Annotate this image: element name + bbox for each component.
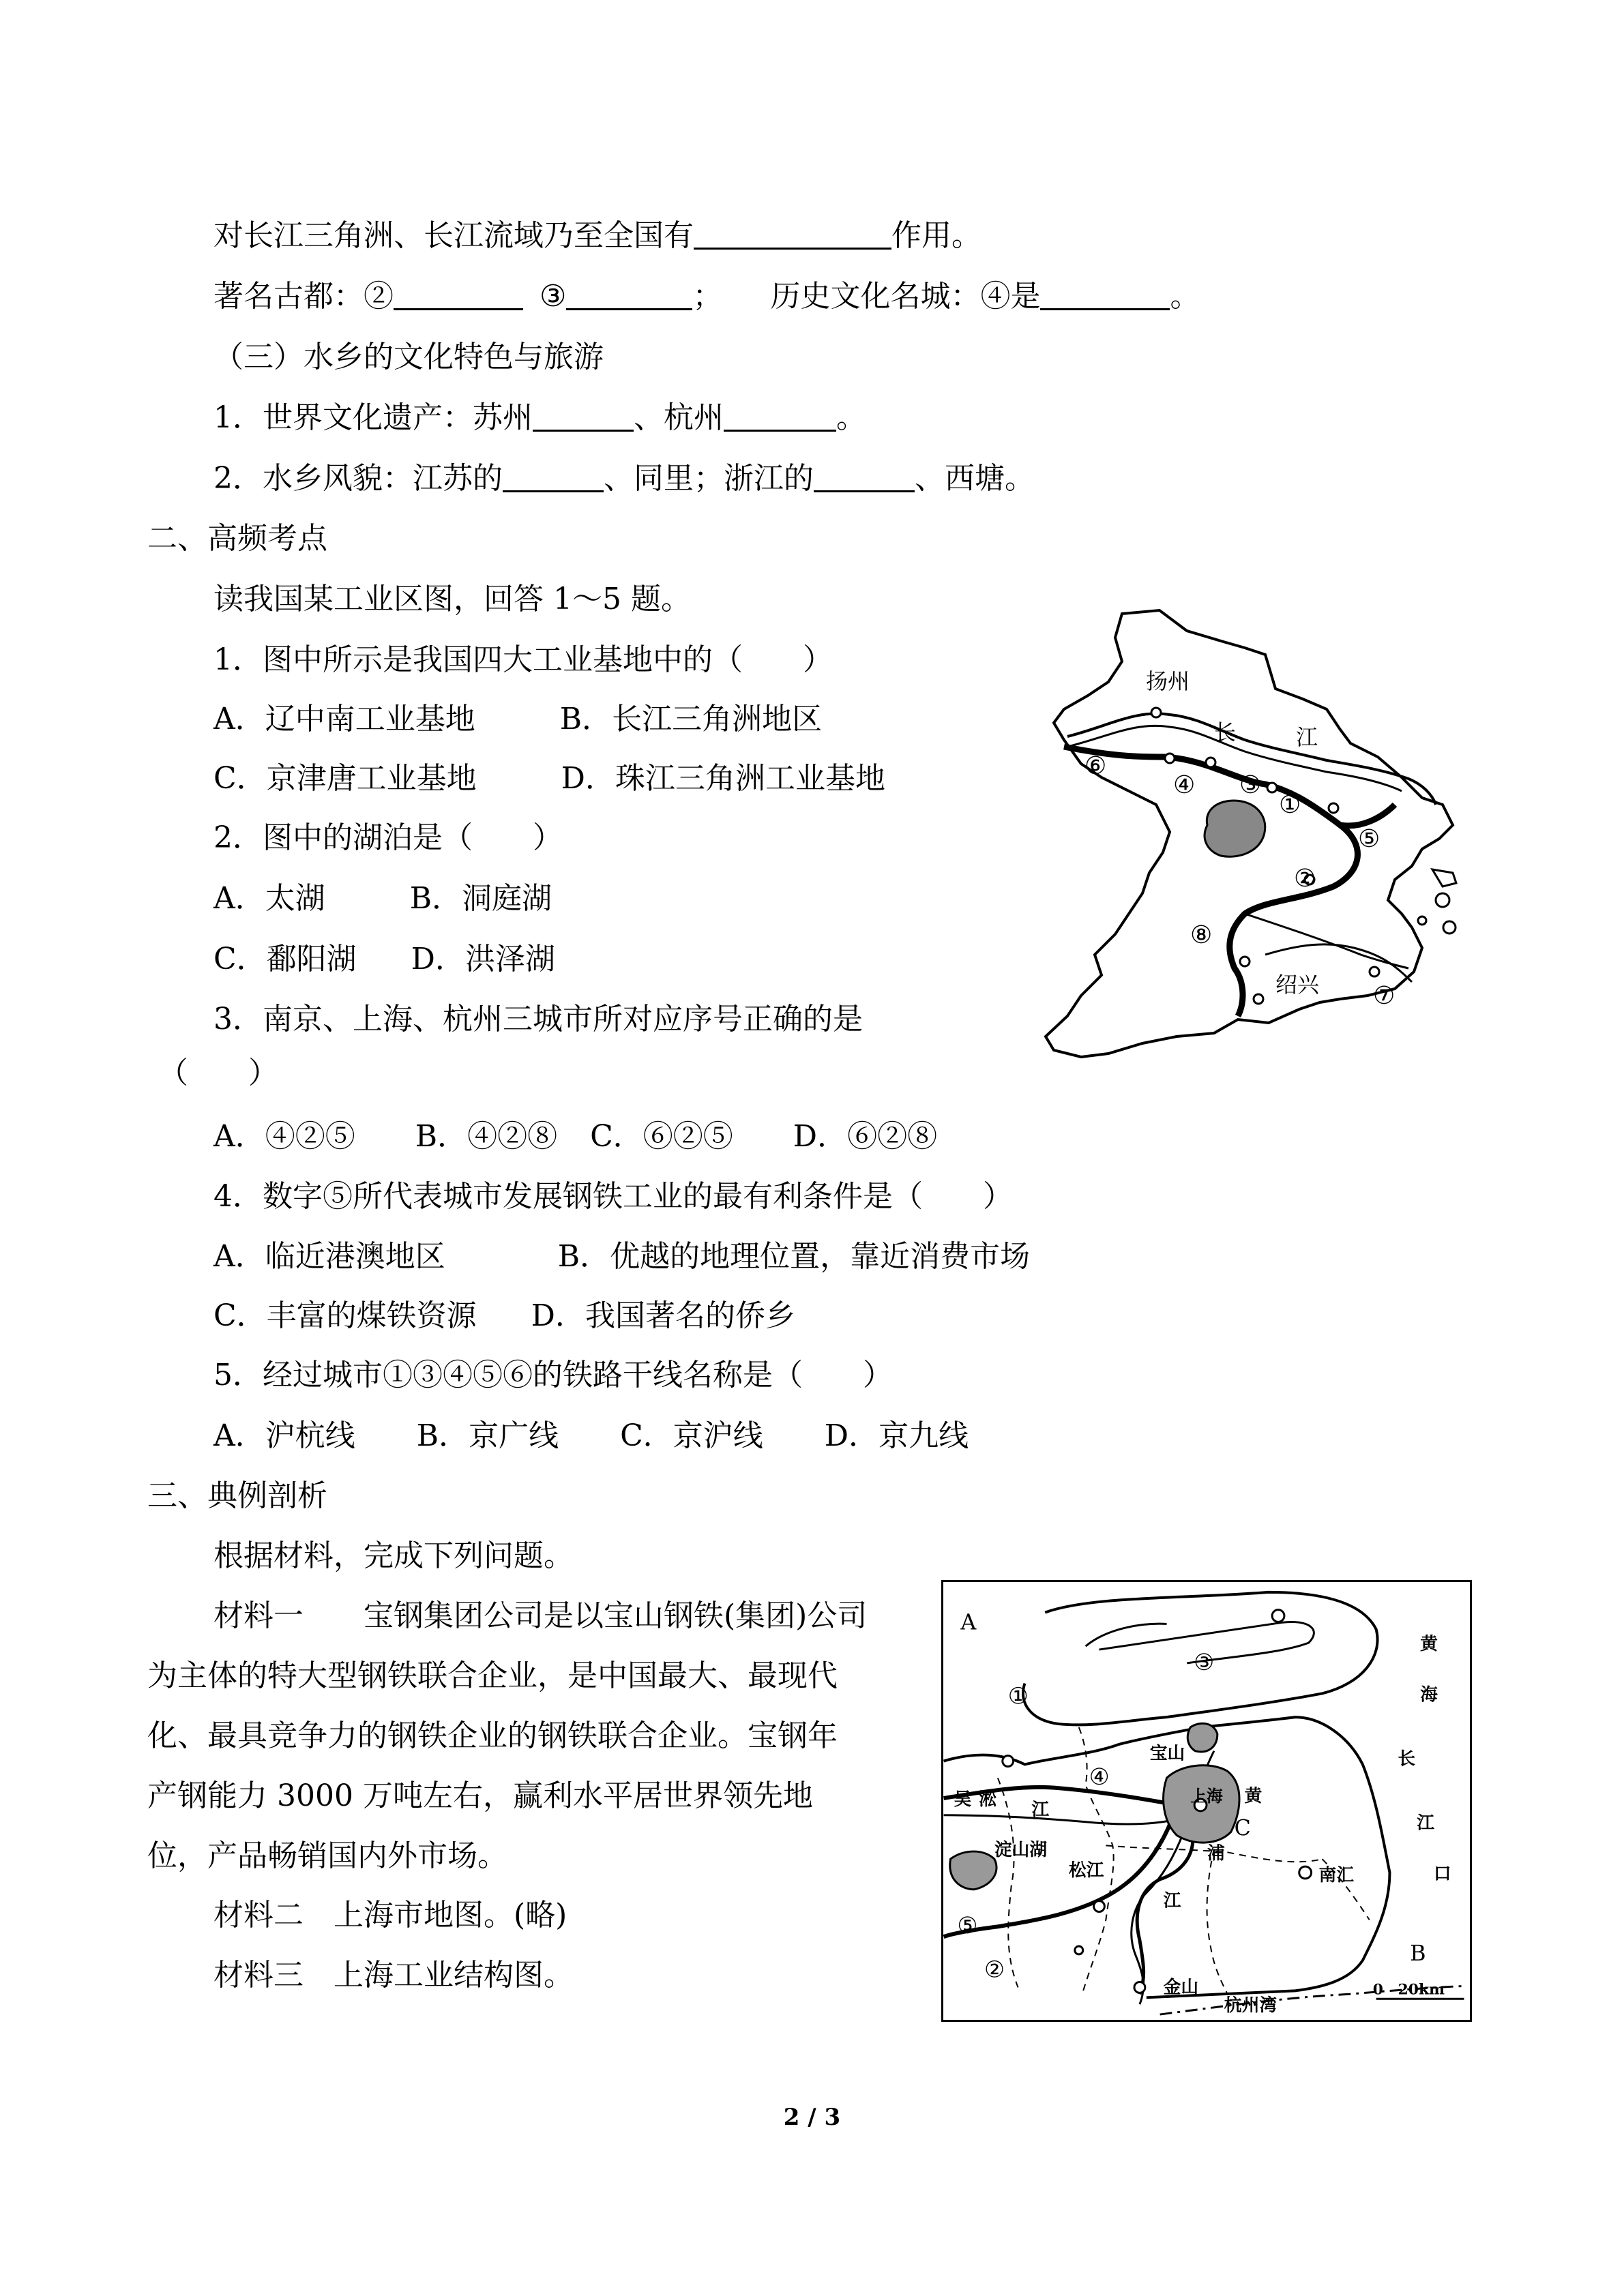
industrial-region-map-svg	[1040, 600, 1477, 1064]
label-songjiang: 松江	[1068, 1860, 1104, 1881]
option-a[interactable]: A．沪杭线	[213, 1418, 355, 1453]
label-chang: 长	[1214, 719, 1237, 745]
material-1-text: 材料一 宝钢集团公司是以宝山钢铁(集团)公司	[213, 1598, 868, 1633]
answer-blank[interactable]	[566, 278, 692, 310]
option-b[interactable]: B．洞庭湖	[409, 881, 552, 916]
answer-blank[interactable]	[503, 460, 604, 492]
question-3-paren: （ ）	[158, 1056, 278, 1090]
label-shanghai: 上海	[1190, 1786, 1223, 1806]
option-row	[213, 1296, 795, 1337]
material-3-text: 材料三 上海工业结构图。	[213, 1958, 574, 1993]
label-8: ⑧	[1190, 921, 1213, 949]
label-jiang3: 江	[1031, 1799, 1050, 1820]
option-c[interactable]: C．丰富的煤铁资源	[213, 1298, 477, 1333]
question-intro: 读我国某工业区图，回答 1～5 题。	[213, 582, 691, 616]
option-b[interactable]: B．优越的地理位置，靠近消费市场	[557, 1239, 1031, 1274]
material-2-text: 材料二 上海市地图。(略)	[213, 1898, 567, 1933]
option-c[interactable]: C．⑥②⑤	[590, 1119, 733, 1154]
label-b: B	[1410, 1941, 1426, 1966]
option-c[interactable]: C．鄱阳湖	[213, 942, 357, 976]
industrial-region-map	[1040, 600, 1477, 1064]
label-dianshanhu: 淀山湖	[994, 1840, 1048, 1861]
label-jiang: 江	[1417, 1813, 1434, 1834]
label-kou: 口	[1433, 1863, 1451, 1884]
label-huang: 黄	[1244, 1785, 1263, 1806]
answer-blank[interactable]	[1040, 278, 1170, 310]
option-c[interactable]: C．京津唐工业基地	[213, 761, 477, 796]
label-7: ⑦	[1373, 982, 1396, 1010]
label-3: ③	[1239, 771, 1262, 799]
option-a[interactable]: A．④②⑤	[213, 1119, 355, 1154]
option-a[interactable]: A．辽中南工业基地	[213, 702, 475, 736]
answer-blank[interactable]	[694, 218, 891, 250]
question-5: 5．经过城市①③④⑤⑥的铁路干线名称是（ ）	[213, 1358, 893, 1392]
material-1-text: 产钢能力 3000 万吨左右，赢利水平居世界领先地	[147, 1778, 813, 1813]
material-1-text: 化、最具竞争力的钢铁企业的钢铁联合企业。宝钢年	[147, 1718, 838, 1753]
option-row	[213, 699, 822, 740]
label-a: A	[960, 1610, 977, 1635]
subsection-title: （三）水乡的文化特色与旅游	[213, 340, 604, 374]
label-5: ⑤	[1358, 825, 1381, 853]
option-d[interactable]: D．京九线	[824, 1418, 969, 1453]
option-row	[213, 1116, 937, 1157]
label-nanhui: 南汇	[1318, 1864, 1354, 1885]
label-jinshan: 金山	[1163, 1977, 1199, 1998]
label-wu: 吴	[954, 1789, 972, 1810]
label-huang-sea-1: 黄	[1420, 1634, 1438, 1655]
option-row	[213, 878, 552, 919]
label-huang-sea-2: 海	[1420, 1684, 1438, 1705]
option-c[interactable]: C．京沪线	[620, 1418, 763, 1453]
label-yangzhou: 扬州	[1146, 668, 1190, 694]
answer-blank[interactable]	[724, 400, 836, 432]
text-line: 著名古都：② ③ ； 历史文化名城：④是 。	[213, 279, 1200, 314]
section-heading: 三、典例剖析	[147, 1478, 327, 1513]
label-jiang2: 江	[1163, 1890, 1181, 1911]
label-2: ②	[984, 1956, 1005, 1983]
option-row	[213, 1416, 969, 1457]
text-line: 1．世界文化遗产：苏州 、杭州 。	[213, 400, 866, 435]
question-2: 2．图中的湖泊是（ ）	[213, 820, 563, 855]
label-baoshan: 宝山	[1149, 1743, 1185, 1764]
material-1-text: 为主体的特大型钢铁联合企业，是中国最大、最现代	[147, 1658, 838, 1693]
label-1: ①	[1279, 791, 1301, 819]
map-scale-label: 0 20km	[1372, 1981, 1445, 1999]
label-5: ⑤	[957, 1912, 978, 1939]
text-line: 对长江三角洲、长江流域乃至全国有 作用。	[213, 218, 981, 253]
section-heading: 二、高频考点	[147, 521, 327, 556]
label-1: ①	[1007, 1682, 1029, 1710]
option-d[interactable]: D．我国著名的侨乡	[531, 1298, 795, 1333]
label-2: ②	[1294, 865, 1316, 893]
option-b[interactable]: B．长江三角洲地区	[559, 702, 823, 736]
option-d[interactable]: D．珠江三角洲工业基地	[561, 761, 885, 796]
page-number: 2 / 3	[783, 2104, 841, 2131]
label-c: C	[1234, 1816, 1251, 1841]
label-pu: 浦	[1207, 1843, 1225, 1864]
answer-blank[interactable]	[533, 400, 634, 432]
material-1-text: 位，产品畅销国内外市场。	[147, 1838, 507, 1873]
material-intro: 根据材料，完成下列问题。	[213, 1538, 574, 1573]
option-row	[213, 1236, 1030, 1277]
label-chang: 长	[1398, 1748, 1416, 1770]
label-jiang: 江	[1296, 724, 1318, 750]
answer-blank[interactable]	[394, 278, 523, 310]
label-6: ⑥	[1084, 752, 1107, 780]
label-shaoxing: 绍兴	[1275, 972, 1320, 998]
label-4: ④	[1173, 771, 1196, 799]
option-d[interactable]: D．洪泽湖	[411, 942, 555, 976]
label-song: 淞	[979, 1789, 996, 1810]
label-4: ④	[1089, 1763, 1110, 1791]
option-a[interactable]: A．临近港澳地区	[213, 1239, 445, 1274]
option-b[interactable]: B．京广线	[416, 1418, 559, 1453]
answer-blank[interactable]	[814, 460, 915, 492]
label-3: ③	[1194, 1648, 1215, 1675]
label-hangzhouwan: 杭州湾	[1224, 1995, 1278, 2016]
shanghai-map	[941, 1580, 1472, 2022]
text-line: 2．水乡风貌：江苏的 、同里；浙江的 、西塘。	[213, 461, 1035, 496]
question-3: 3．南京、上海、杭州三城市所对应序号正确的是	[213, 1002, 863, 1037]
option-row	[213, 758, 885, 799]
option-row	[213, 939, 555, 980]
option-a[interactable]: A．太湖	[213, 881, 325, 916]
option-b[interactable]: B．④②⑧	[415, 1119, 558, 1154]
option-d[interactable]: D．⑥②⑧	[793, 1119, 938, 1154]
question-1: 1．图中所示是我国四大工业基地中的（ ）	[213, 642, 833, 677]
question-4: 4．数字⑤所代表城市发展钢铁工业的最有利条件是（ ）	[213, 1179, 1013, 1214]
shanghai-map-svg	[943, 1582, 1470, 2020]
